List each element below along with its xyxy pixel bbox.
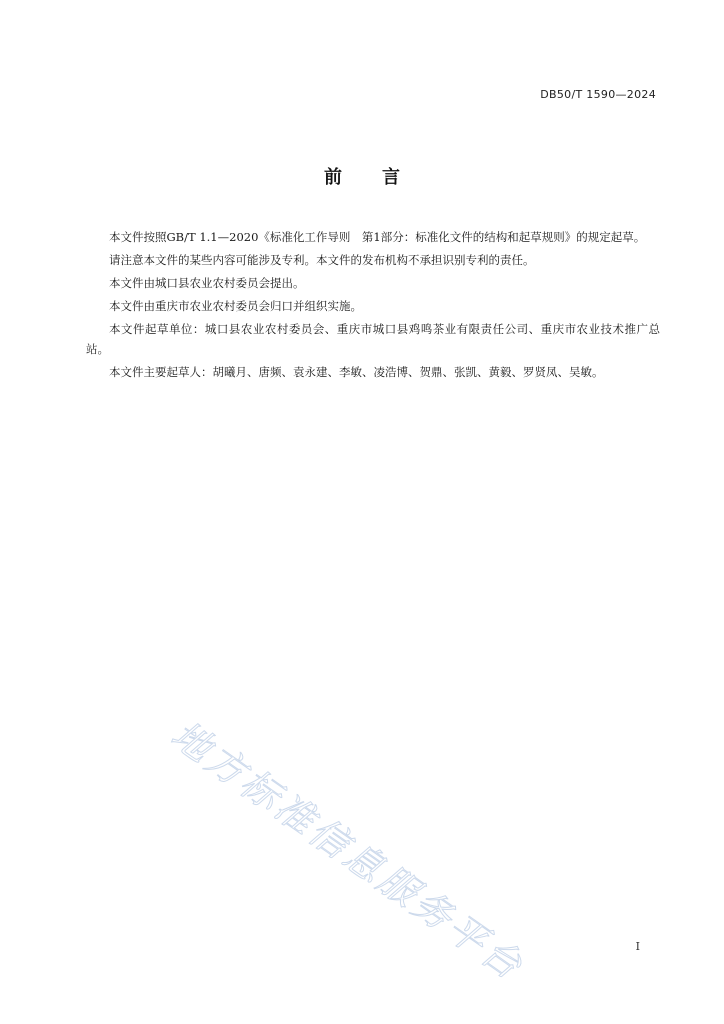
page-number: I — [635, 940, 640, 953]
document-code: DB50/T 1590—2024 — [540, 88, 656, 101]
paragraph-drafters: 本文件主要起草人：胡曦月、唐频、袁永建、李敏、凌浩博、贺鼎、张凯、黄毅、罗贤凤、吴敏。 — [109, 365, 604, 379]
paragraph-patent-notice: 请注意本文件的某些内容可能涉及专利。本文件的发布机构不承担识别专利的责任。 — [109, 253, 535, 267]
paragraph-drafting-rules: 本文件按照GB/T 1.1—2020《标准化工作导则 第1部分：标准化文件的结构和起草规则》的规定起草。 — [109, 230, 646, 244]
paragraph-administrator: 本文件由重庆市农业农村委员会归口并组织实施。 — [109, 299, 362, 313]
watermark: 地方标准信息服务平台 — [163, 712, 533, 990]
page-title: 前言 — [324, 167, 440, 188]
paragraph-drafting-units: 本文件起草单位：城口县农业农村委员会、重庆市城口县鸡鸣茶业有限责任公司、重庆市农业技术推广总站。 — [86, 322, 660, 356]
document-body — [86, 227, 660, 385]
paragraph-proposer: 本文件由城口县农业农村委员会提出。 — [109, 276, 305, 290]
